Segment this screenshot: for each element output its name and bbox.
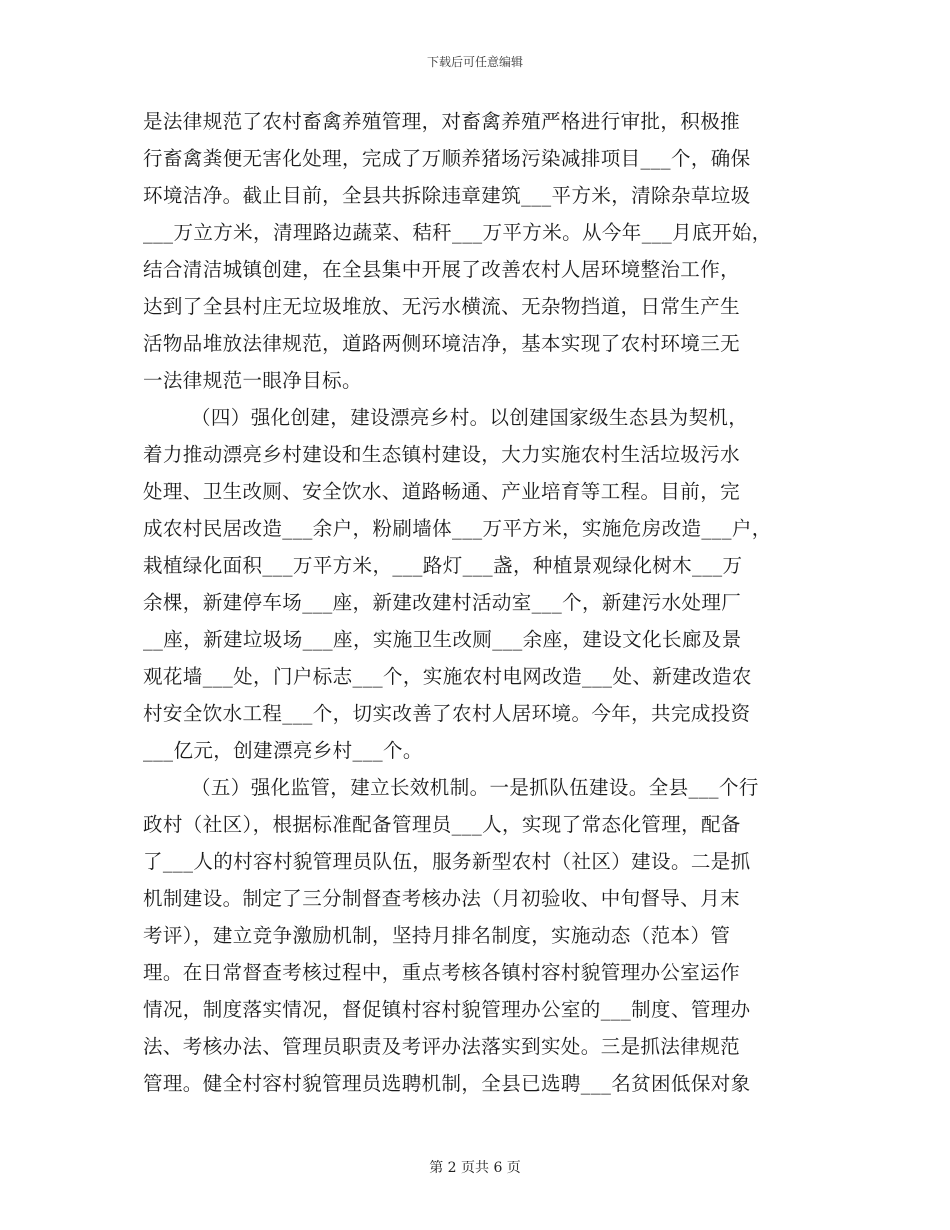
text-line: 处理、卫生改厕、安全饮水、道路畅通、产业培育等工程。目前，完 [143, 480, 741, 503]
text-line: 环境洁净。截止目前，全县共拆除违章建筑___平方米，清除杂草垃圾 [143, 184, 751, 207]
text-line: 观花墙___处，门户标志___个，实施农村电网改造___处、新建改造农 [143, 665, 752, 688]
text-line: 行畜禽粪便无害化处理，完成了万顺养猪场污染减排项目___个，确保 [143, 147, 751, 170]
text-line: 活物品堆放法律规范，道路两侧环境洁净，基本实现了农村环境三无 [143, 332, 741, 355]
text-line: 着力推动漂亮乡村建设和生态镇村建设，大力实施农村生活垃圾污水 [143, 443, 741, 466]
text-line: 成农村民居改造___余户，粉刷墙体___万平方米，实施危房改造___户， [143, 517, 772, 540]
text-line: 情况，制度落实情况，督促镇村容村貌管理办公室的___制度、管理办 [143, 998, 751, 1021]
text-line: __座，新建垃圾场___座，实施卫生改厕___余座，建设文化长廊及景 [143, 628, 742, 651]
text-line: 村安全饮水工程___个，切实改善了农村人居环境。今年，共完成投资 [143, 702, 751, 725]
text-line: 机制建设。制定了三分制督查考核办法（月初验收、中旬督导、月末 [143, 887, 741, 910]
section-heading-line: （五）强化监管，建立长效机制。一是抓队伍建设。全县___个行 [191, 776, 759, 799]
text-line: ___万立方米，清理路边蔬菜、秸秆___万平方米。从今年___月底开始， [143, 221, 772, 244]
section-heading-line: （四）强化创建，建设漂亮乡村。以创建国家级生态县为契机， [191, 406, 749, 429]
text-line: 管理。健全村容村貌管理员选聘机制，全县已选聘___名贫困低保对象 [143, 1072, 751, 1095]
text-line: 栽植绿化面积___万平方米，___路灯___盏，种植景观绿化树木___万 [143, 554, 743, 577]
text-line: 达到了全县村庄无垃圾堆放、无污水横流、无杂物挡道，日常生产生 [143, 295, 741, 318]
text-line: 法、考核办法、管理员职责及考评办法落实到实处。三是抓法律规范 [143, 1035, 741, 1058]
page-header: 下载后可任意编辑 [426, 55, 523, 69]
text-line: 一法律规范一眼净目标。 [143, 369, 362, 392]
text-line: 考评），建立竞争激励机制，坚持月排名制度，实施动态（范本）管 [143, 924, 731, 947]
document-body [143, 103, 813, 1102]
text-line: ___亿元，创建漂亮乡村___个。 [143, 739, 423, 762]
text-line: 政村（社区），根据标准配备管理员___人，实现了常态化管理，配备 [143, 813, 741, 836]
text-line: 了___人的村容村貌管理员队伍，服务新型农村（社区）建设。二是抓 [143, 850, 751, 873]
text-line: 余棵，新建停车场___座，新建改建村活动室___个，新建污水处理厂 [143, 591, 742, 614]
page-number-footer: 第 2 页共 6 页 [429, 1160, 521, 1176]
text-line: 结合清洁城镇创建，在全县集中开展了改善农村人居环境整治工作， [143, 258, 741, 281]
text-line: 理。在日常督查考核过程中，重点考核各镇村容村貌管理办公室运作 [143, 961, 741, 984]
text-line: 是法律规范了农村畜禽养殖管理，对畜禽养殖严格进行审批，积极推 [143, 110, 741, 133]
